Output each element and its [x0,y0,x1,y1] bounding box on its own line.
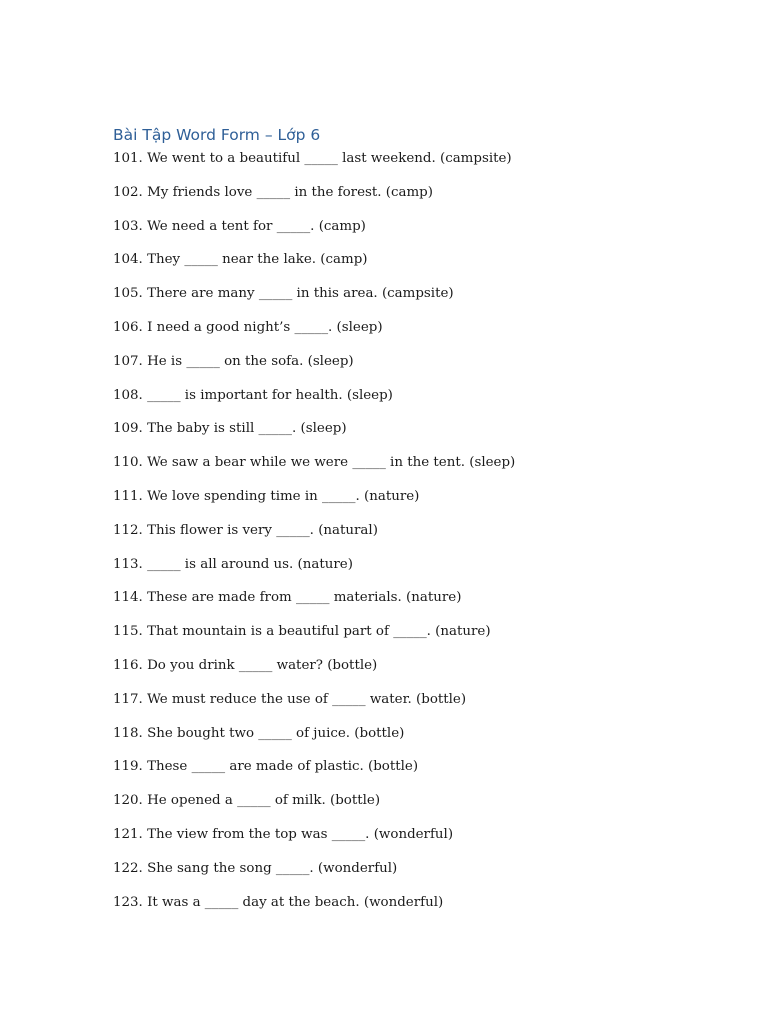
question-list [113,148,515,925]
question-item: 110. We saw a bear while we were _____ in the tent. (sleep) [113,455,516,471]
question-item: 109. The baby is still _____. (sleep) [113,421,347,437]
question-item: 112. This flower is very _____. (natural) [113,522,378,538]
question-item: 117. We must reduce the use of _____ water. (bottle) [113,691,467,707]
question-item: 113. _____ is all around us. (nature) [113,556,353,572]
question-item: 101. We went to a beautiful _____ last weekend. (campsite) [113,151,512,166]
question-item: 104. They _____ near the lake. (camp) [113,252,368,268]
question-item: 111. We love spending time in _____. (nature) [113,488,420,504]
question-item: 116. Do you drink _____ water? (bottle) [113,657,378,673]
question-item: 118. She bought two _____ of juice. (bottle) [113,725,405,741]
question-item: 119. These _____ are made of plastic. (bottle) [113,759,419,775]
document-title: Bài Tập Word Form – Lớp 6 [113,126,321,144]
question-item: 106. I need a good night’s _____. (sleep) [113,319,383,335]
question-item: 105. There are many _____ in this area. (campsite) [113,286,454,302]
question-item: 115. That mountain is a beautiful part of _____. (nature) [113,624,491,640]
question-item: 102. My friends love _____ in the forest. (camp) [113,184,433,200]
question-item: 114. These are made from _____ materials. (nature) [113,590,462,606]
question-item: 120. He opened a _____ of milk. (bottle) [113,793,381,809]
question-item: 122. She sang the song _____. (wonderful) [113,860,398,876]
question-item: 123. It was a _____ day at the beach. (wonderful) [113,894,444,910]
question-item: 103. We need a tent for _____. (camp) [113,218,366,234]
question-item: 107. He is _____ on the sofa. (sleep) [113,353,354,369]
question-item: 108. _____ is important for health. (sleep) [113,387,393,403]
question-item: 121. The view from the top was _____. (wonderful) [113,826,454,842]
